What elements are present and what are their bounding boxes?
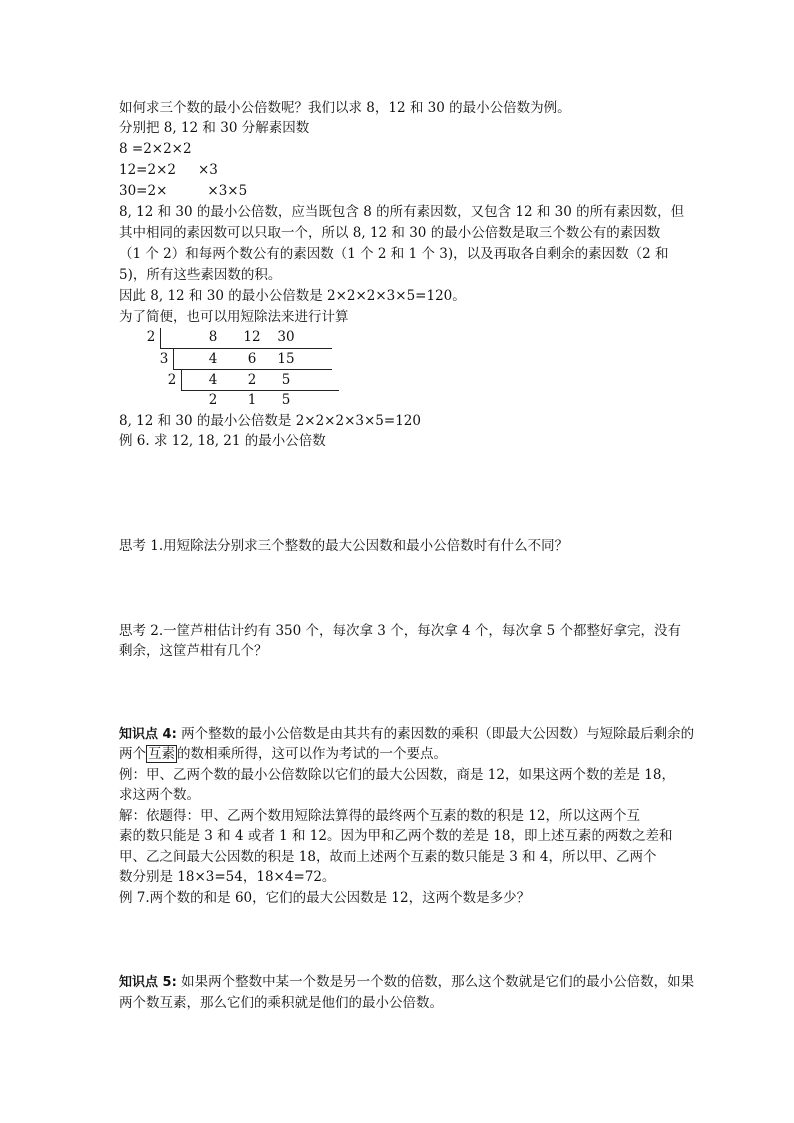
factorization-12-part-b: ×3 <box>197 162 218 178</box>
think-1: 思考 1.用短除法分别求三个整数的最大公因数和最小公倍数时有什么不同？ <box>119 538 569 554</box>
knowledge-point-5-line-1 <box>119 972 694 993</box>
example-6: 例 6. 求 12, 18, 21 的最小公倍数 <box>119 433 326 449</box>
knowledge-point-5-line-2: 两个数互素，那么它们的乘积就是他们的最小公倍数。 <box>119 995 443 1011</box>
solution-line-4: 数分别是 18×3=54，18×4=72。 <box>119 869 336 885</box>
division-divisor-3: 2 <box>167 372 177 388</box>
division-cell: 4 <box>208 351 218 367</box>
division-line <box>181 390 339 391</box>
division-cell: 5 <box>281 372 291 388</box>
division-line <box>173 369 332 370</box>
division-cell: 1 <box>247 392 257 408</box>
knowledge-point-4-line-1 <box>119 724 694 745</box>
kp4-boxed-term: 互素 <box>148 746 175 762</box>
division-cell: 6 <box>247 351 257 367</box>
division-line <box>160 348 332 349</box>
think-2-line-1: 思考 2.一筐芦柑估计约有 350 个，每次拿 3 个，每次拿 4 个，每次拿 5 个都整好拿完，没有 <box>119 623 682 639</box>
division-divisor-2: 3 <box>159 351 169 367</box>
example-line-2: 求这两个数。 <box>119 787 200 803</box>
solution-line-1: 解：依题得：甲、乙两个数用短除法算得的最终两个互素的数的积是 12，所以这两个互 <box>119 808 640 824</box>
division-bracket <box>160 328 161 348</box>
knowledge-point-5-text: 如果两个整数中某一个数是另一个数的倍数，那么这个数就是它们的最小公倍数，如果 <box>176 974 695 990</box>
division-cell: 5 <box>281 392 291 408</box>
division-divisor-1: 2 <box>146 329 156 345</box>
factorization-30 <box>119 181 247 201</box>
division-cell: 2 <box>208 392 218 408</box>
paragraph-line-3: （1 个 2）和每两个数公有的素因数（1 个 2 和 1 个 3)，以及再取各自剩余的素因数（2 和 <box>119 246 669 262</box>
paragraph-line-1: 8, 12 和 30 的最小公倍数，应当既包含 8 的所有素因数，又包含 12 和 30 的所有素因数，但 <box>119 204 685 220</box>
intro-line-2: 分别把 8, 12 和 30 分解素因数 <box>119 120 310 136</box>
example-7: 例 7.两个数的和是 60，它们的最大公因数是 12，这两个数是多少？ <box>119 890 531 906</box>
division-cell: 4 <box>208 372 218 388</box>
factorization-12-part-a: 12=2×2 <box>119 162 176 178</box>
paragraph-line-2: 其中相同的素因数可以只取一个，所以 8, 12 和 30 的最小公倍数是取三个数公有的素因数 <box>119 225 661 241</box>
paragraph-line-4: 5)，所有这些素因数的积。 <box>119 267 282 283</box>
division-bracket <box>173 349 174 369</box>
knowledge-point-5-label: 知识点 5: <box>119 975 177 990</box>
knowledge-point-4-text: 两个整数的最小公倍数是由其共有的素因数的乘积（即最大公因数）与短除最后剩余的 <box>176 726 695 742</box>
result-line-3: 8, 12 和 30 的最小公倍数是 2×2×2×3×5=120 <box>119 413 421 429</box>
intro-line-1: 如何求三个数的最小公倍数呢？我们以求 8，12 和 30 的最小公倍数为例。 <box>119 100 571 116</box>
example-line-1: 例：甲、乙两个数的最小公倍数除以它们的最大公因数，商是 12，如果这两个数的差是 18， <box>119 767 675 783</box>
solution-line-3: 甲、乙之间最大公因数的积是 18，故而上述两个互素的数只能是 3 和 4，所以甲、乙两个 <box>119 849 657 865</box>
division-cell: 30 <box>277 329 295 345</box>
knowledge-point-4-label: 知识点 4: <box>119 727 177 742</box>
division-cell: 8 <box>208 329 218 345</box>
factorization-30-part-a: 30=2× <box>119 183 168 199</box>
division-cell: 12 <box>243 329 261 345</box>
division-cell: 15 <box>277 351 295 367</box>
result-line-2: 为了简便，也可以用短除法来进行计算 <box>119 309 349 325</box>
factorization-30-part-b: ×3×5 <box>207 183 248 199</box>
result-line-1: 因此 8, 12 和 30 的最小公倍数是 2×2×2×3×5=120。 <box>119 288 466 304</box>
solution-line-2: 素的数只能是 3 和 4 或者 1 和 12。因为甲和乙两个数的差是 18，即上述互素的两数之差和 <box>119 828 673 844</box>
division-bracket <box>181 370 182 390</box>
factorization-8: 8 =2×2×2 <box>119 141 192 157</box>
factorization-12 <box>119 160 218 180</box>
kp4-text-a: 两个 <box>119 746 146 762</box>
kp4-text-b: 的数相乘所得，这可以作为考试的一个要点。 <box>177 746 447 762</box>
knowledge-point-4-line-2 <box>119 744 447 764</box>
think-2-line-2: 剩余，这筐芦柑有几个？ <box>119 643 268 659</box>
division-cell: 2 <box>247 372 257 388</box>
